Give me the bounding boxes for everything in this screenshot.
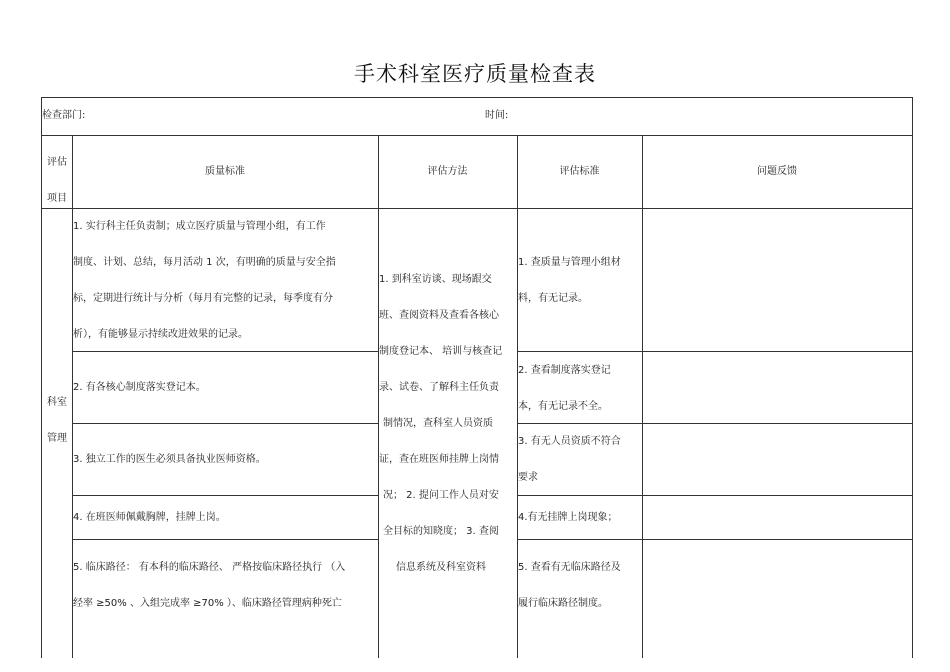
header-item-line: 评估 (47, 157, 67, 168)
criterion-line: 2. 查看制度落实登记 (518, 365, 611, 376)
dept-label: 检查部门: (42, 110, 86, 121)
criterion-cell-1 (518, 245, 621, 317)
criterion-cell-5 (518, 550, 621, 622)
rule-row-4 (72, 539, 378, 540)
criterion-cell-4 (518, 496, 618, 539)
criterion-line: 1. 查质量与管理小组材 (518, 257, 621, 268)
method-cell (379, 262, 517, 586)
section-name-line: 科室 (47, 397, 67, 408)
criterion-line: 5. 查看有无临床路径及 (518, 562, 621, 573)
criterion-line: 要求 (518, 472, 538, 483)
header-criterion: 评估标准 (559, 166, 600, 177)
rule-row-4b (517, 539, 912, 540)
method-line: 制情况，查科室人员资质 (383, 418, 493, 429)
standard-line: 1. 实行科主任负责制；成立医疗质量与管理小组，有工作 (73, 221, 326, 232)
criterion-line: 4.有无挂牌上岗现象； (518, 512, 618, 523)
standard-cell-5 (73, 550, 345, 622)
col-rule-criterion (642, 136, 643, 658)
header-method: 评估方法 (427, 166, 468, 177)
document-title: 手术科室医疗质量检查表 (354, 62, 596, 86)
header-item (42, 145, 72, 217)
standard-line: 制度、计划、总结，每月活动 1 次，有明确的质量与安全指 (73, 257, 336, 268)
standard-line: 3. 独立工作的医生必须具备执业医师资格。 (73, 454, 266, 465)
standard-cell-3 (73, 424, 266, 495)
rule-row-1b (517, 351, 912, 352)
section-name-line: 管理 (47, 433, 67, 444)
criterion-line: 本，有无记录不全。 (518, 401, 608, 412)
method-line: 制度登记本、 培训与核查记 (379, 346, 503, 357)
standard-line: 标，定期进行统计与分析（每月有完整的记录，每季度有分 (73, 293, 333, 304)
method-line: 信息系统及科室资料 (396, 562, 486, 573)
criterion-line: 履行临床路径制度。 (518, 598, 608, 609)
header-item-line: 项目 (47, 193, 67, 204)
method-line: 证，查在班医师挂牌上岗情 (379, 454, 499, 465)
criterion-cell-3 (518, 424, 621, 496)
criterion-line: 料，有无记录。 (518, 293, 588, 304)
standard-line: 4. 在班医师佩戴胸牌，挂牌上岗。 (73, 512, 226, 523)
method-line: 录、试卷、了解科主任负责 (379, 382, 499, 393)
standard-line: 2. 有各核心制度落实登记本。 (73, 382, 206, 393)
method-line: 全目标的知晓度； 3. 查阅 (383, 526, 499, 537)
header-standard: 质量标准 (205, 166, 245, 177)
criterion-line: 3. 有无人员资质不符合 (518, 436, 621, 447)
inspection-table (41, 97, 913, 658)
header-feedback: 问题反馈 (757, 166, 797, 177)
method-line: 1. 到科室访谈、现场跟交 (379, 274, 492, 285)
standard-cell-4 (73, 496, 226, 539)
time-label: 时间: (485, 110, 509, 121)
method-line: 班、查阅资料及查看各核心 (379, 310, 499, 321)
standard-cell-2 (73, 352, 206, 423)
standard-cell-1 (73, 209, 336, 353)
standard-line: 经率 ≥50% 、入组完成率 ≥70% ）、临床路径管理病种死亡 (73, 598, 342, 609)
criterion-cell-2 (518, 353, 611, 425)
standard-line: 5. 临床路径： 有本科的临床路径、 严格按临床路径执行 （入 (73, 562, 346, 573)
section-name (42, 385, 72, 457)
method-line: 况； 2. 提问工作人员对安 (383, 490, 499, 501)
standard-line: 析），有能够显示持续改进效果的记录。 (73, 329, 248, 340)
